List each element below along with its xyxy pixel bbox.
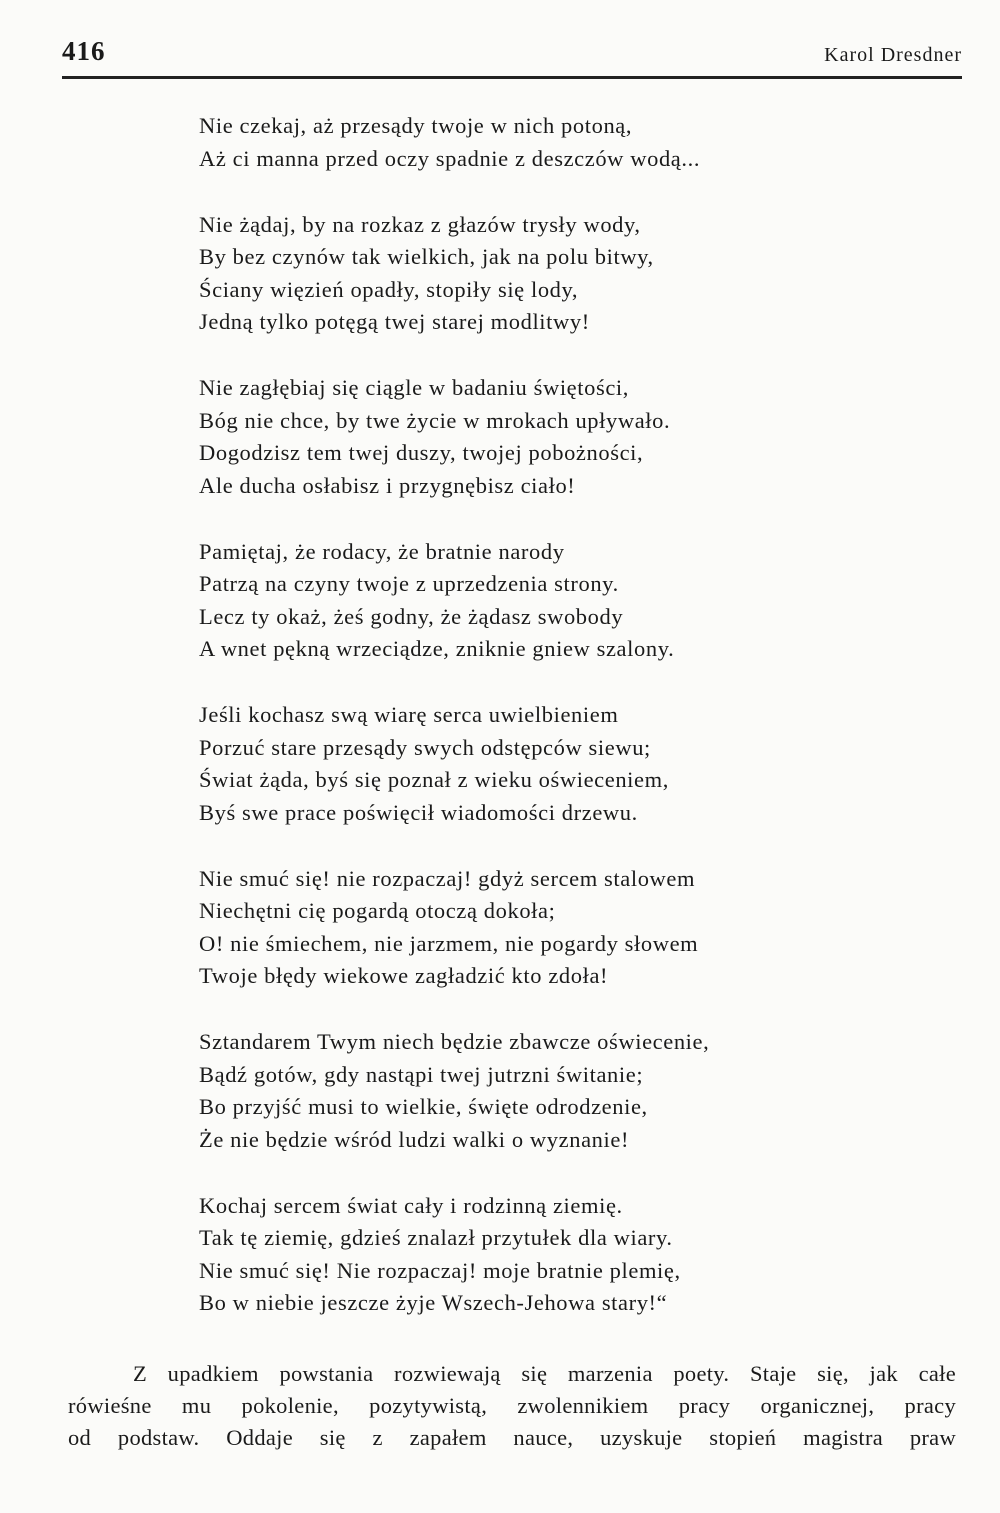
- stanza: [199, 536, 709, 666]
- verse-line: Aż ci manna przed oczy spadnie z deszczów wodą...: [199, 145, 701, 171]
- verse-line: Pamiętaj, że rodacy, że bratnie narody: [199, 538, 565, 564]
- verse-line: Jeśli kochasz swą wiarę serca uwielbieniem: [199, 702, 619, 727]
- header-rule: [62, 76, 962, 79]
- prose-line: Z upadkiem powstania rozwiewają się marzenia poety. Staje się, jak całe: [133, 1361, 956, 1386]
- verse-line: Sztandarem Twym niech będzie zbawcze oświecenie,: [199, 1029, 710, 1054]
- verse-line: O! nie śmiechem, nie jarzmem, nie pogardy słowem: [199, 930, 699, 956]
- verse-line: Ale ducha osłabisz i przygnębisz ciało!: [199, 472, 576, 498]
- verse-line: Kochaj sercem świat cały i rodzinną ziemię.: [199, 1192, 623, 1218]
- page-header: [62, 36, 962, 76]
- verse-line: Że nie będzie wśród ludzi walki o wyznanie!: [199, 1126, 630, 1152]
- page-number: 416: [62, 36, 106, 66]
- verse-line: Nie smuć się! Nie rozpaczaj! moje bratnie plemię,: [199, 1257, 681, 1283]
- running-title: Karol Dresdner: [824, 44, 962, 66]
- stanza: [199, 863, 709, 993]
- verse-line: Porzuć stare przesądy swych odstępców siewu;: [199, 734, 651, 760]
- verse-line: Niechętni cię pogardą otoczą dokoła;: [199, 898, 556, 923]
- verse-line: Bóg nie chce, by twe życie w mrokach upływało.: [199, 407, 671, 433]
- prose-line: od podstaw. Oddaje się z zapałem nauce, uzyskuje stopień magistra praw: [68, 1425, 956, 1450]
- verse-line: Jedną tylko potęgą twej starej modlitwy!: [199, 309, 590, 334]
- verse-line: Patrzą na czyny twoje z uprzedzenia strony.: [199, 571, 619, 596]
- verse-line: Twoje błędy wiekowe zagładzić kto zdoła!: [199, 963, 609, 988]
- prose-line: rówieśne mu pokolenie, pozytywistą, zwolennikiem pracy organicznej, pracy: [68, 1393, 956, 1418]
- poem: [199, 110, 709, 1353]
- verse-line: Tak tę ziemię, gdzieś znalazł przytułek dla wiary.: [199, 1225, 673, 1250]
- stanza: [199, 1190, 709, 1320]
- verse-line: A wnet pękną wrzeciądze, zniknie gniew szalony.: [199, 636, 675, 661]
- verse-line: Lecz ty okaż, żeś godny, że żądasz swobody: [199, 603, 624, 629]
- verse-line: By bez czynów tak wielkich, jak na polu bitwy,: [199, 244, 654, 269]
- verse-line: Bo w niebie jeszcze żyje Wszech-Jehowa stary!“: [199, 1290, 668, 1315]
- verse-line: Byś swe prace poświęcił wiadomości drzewu.: [199, 799, 638, 825]
- verse-line: Nie żądaj, by na rozkaz z głazów trysły wody,: [199, 211, 641, 237]
- verse-line: Świat żąda, byś się poznał z wieku oświeceniem,: [199, 767, 669, 792]
- verse-line: Ściany więzień opadły, stopiły się lody,: [199, 276, 579, 302]
- prose-paragraph: [68, 1358, 956, 1454]
- verse-line: Nie zagłębiaj się ciągle w badaniu świętości,: [199, 375, 629, 400]
- verse-line: Dogodzisz tem twej duszy, twojej pobożności,: [199, 440, 644, 465]
- stanza: [199, 372, 709, 502]
- stanza: [199, 209, 709, 339]
- verse-line: Bądź gotów, gdy nastąpi twej jutrzni świtanie;: [199, 1061, 644, 1087]
- verse-line: Bo przyjść musi to wielkie, święte odrodzenie,: [199, 1094, 648, 1119]
- stanza: [199, 699, 709, 829]
- stanza: [199, 110, 709, 175]
- stanza: [199, 1026, 709, 1156]
- verse-line: Nie smuć się! nie rozpaczaj! gdyż sercem stalowem: [199, 865, 696, 891]
- verse-line: Nie czekaj, aż przesądy twoje w nich potoną,: [199, 113, 633, 138]
